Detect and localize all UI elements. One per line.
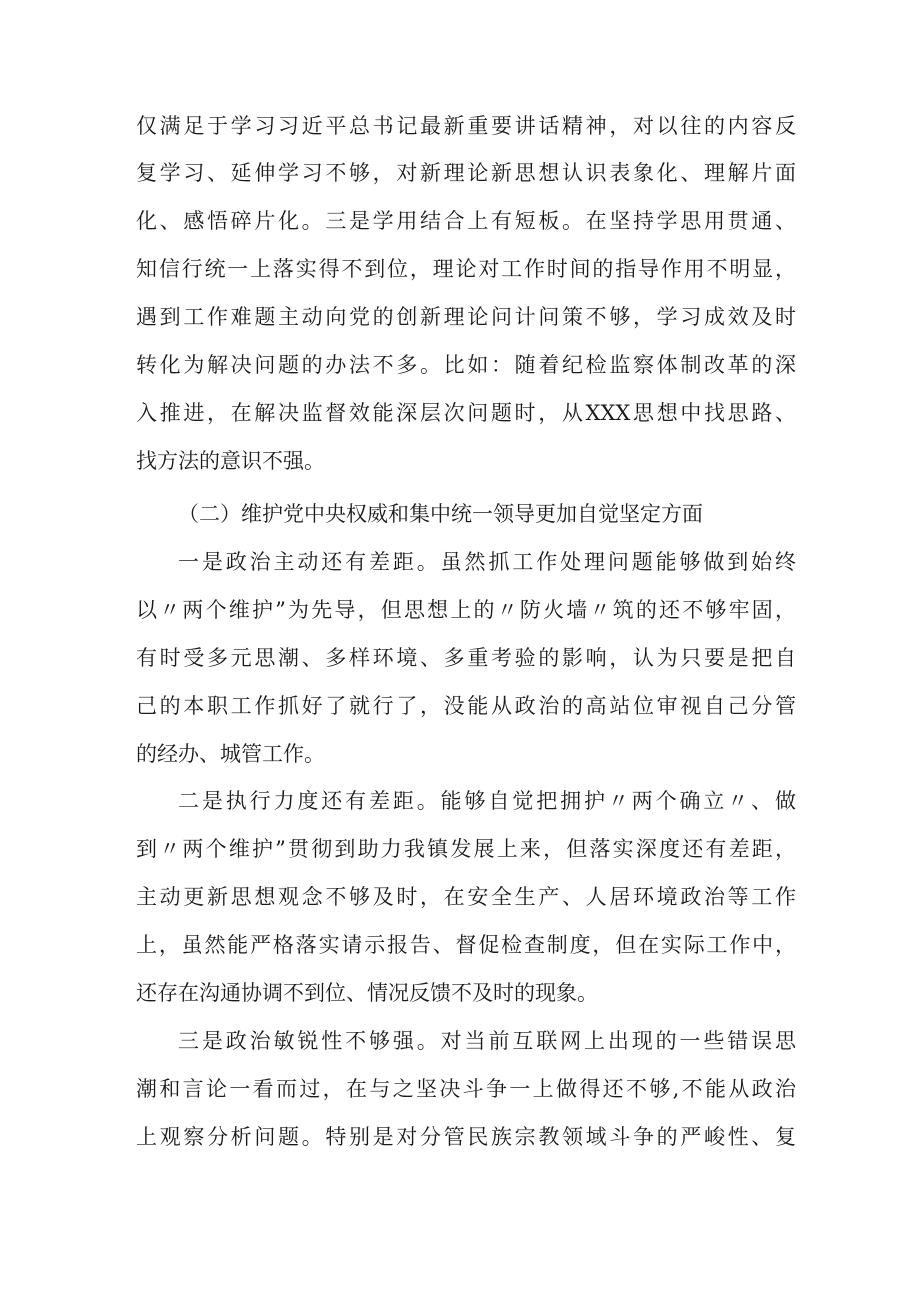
paragraph-4-line-3: 上观察分析问题。特别是对分管民族宗教领域斗争的严峻性、复 xyxy=(136,1125,796,1149)
paragraph-1-line-1: 仅满足于学习习近平总书记最新重要讲话精神，对以往的内容反 xyxy=(136,114,796,138)
section-heading: （二）维护党中央权威和集中统一领导更加自觉坚定方面 xyxy=(178,502,703,526)
paragraph-2-line-1: 一是政治主动还有差距。虽然抓工作处理问题能够做到始终 xyxy=(178,550,796,574)
paragraph-1-line-2: 复学习、延伸学习不够，对新理论新思想认识表象化、理解片面 xyxy=(136,161,796,185)
paragraph-3-line-3: 主动更新思想观念不够及时，在安全生产、人居环境政治等工作 xyxy=(136,885,796,909)
paragraph-3-line-1: 二是执行力度还有差距。能够自觉把拥护〃两个确立〃、做 xyxy=(178,789,796,813)
paragraph-1-line-5: 遇到工作难题主动向党的创新理论问计问策不够，学习成效及时 xyxy=(136,305,796,329)
paragraph-2-line-2: 以〃两个维护”为先导，但思想上的〃防火墙〃筑的还不够牢固， xyxy=(136,598,796,622)
paragraph-1-line-4: 知信行统一上落实得不到位，理论对工作时间的指导作用不明显， xyxy=(136,257,796,281)
paragraph-3-line-5: 还存在沟通协调不到位、情况反馈不及时的现象。 xyxy=(136,981,598,1005)
paragraph-4-line-2: 潮和言论一看而过，在与之坚决斗争一上做得还不够,不能从政治 xyxy=(136,1077,796,1101)
paragraph-3-line-4: 上，虽然能严格落实请示报告、督促检查制度，但在实际工作中， xyxy=(136,933,796,957)
paragraph-3-line-2: 到〃两个维护”贯彻到助力我镇发展上来，但落实深度还有差距， xyxy=(136,837,796,861)
paragraph-2-line-5: 的经办、城管工作。 xyxy=(136,742,325,766)
paragraph-1-line-6: 转化为解决问题的办法不多。比如：随着纪检监察体制改革的深 xyxy=(136,353,796,377)
paragraph-1-line-7: 入推进，在解决监督效能深层次问题时，从XXX思想中找思路、 xyxy=(136,401,796,425)
paragraph-2-line-3: 有时受多元思潮、多样环境、多重考验的影响，认为只要是把自 xyxy=(136,646,796,670)
paragraph-2-line-4: 己的本职工作抓好了就行了，没能从政治的高站位审视自己分管 xyxy=(136,694,796,718)
paragraph-1-line-3: 化、感悟碎片化。三是学用结合上有短板。在坚持学思用贯通、 xyxy=(136,209,796,233)
paragraph-1-line-8: 找方法的意识不强。 xyxy=(136,449,325,473)
paragraph-4-line-1: 三是政治敏锐性不够强。对当前互联网上出现的一些错误思 xyxy=(178,1029,796,1053)
